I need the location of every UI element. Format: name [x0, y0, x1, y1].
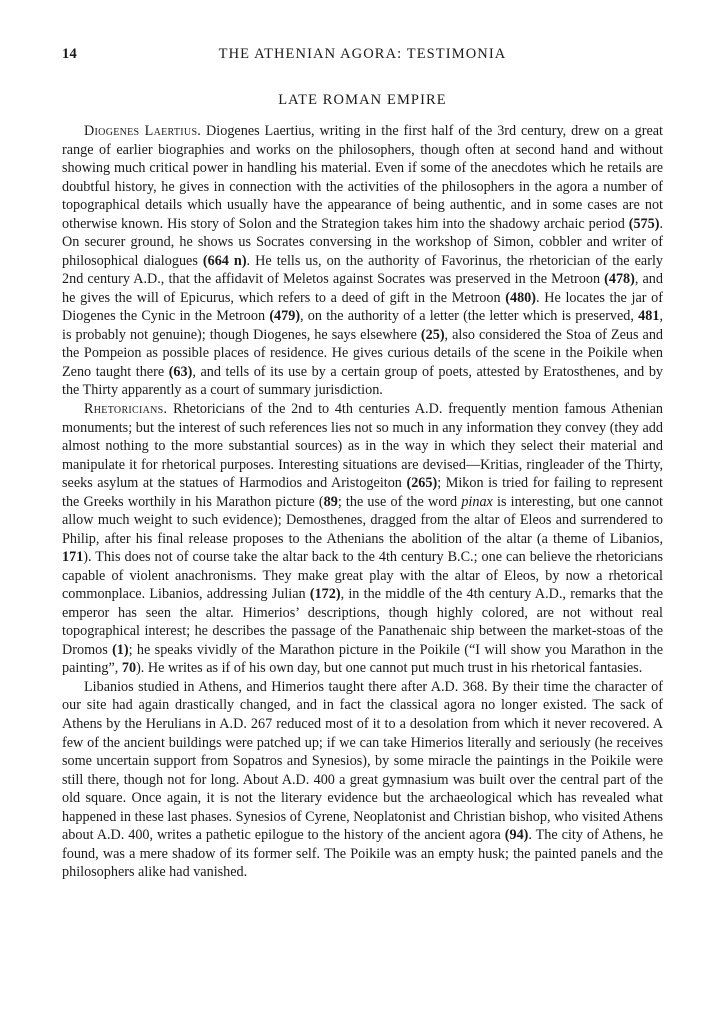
paragraph-lead-in: Diogenes Laertius. — [84, 123, 202, 139]
paragraph-text: Libanios studied in Athens, and Himerios taught there after A.D. 368. By their time the character of our site had again drastically changed, and in fact the classical agora no longer existed. The sack of Athens by the Herulians in A.D. 267 reduced most of it to a desolation from which it never recovered. A few of the ancient buildings were patched up; if we can take Himerios literally and seriously (he receives some uncertain support from Sopatros and Synesios), by some miracle the paintings in the Poikile were still there, though not for long. About A.D. 400 a great gymnasium was built over the central part of the old square. Once again, it is not the literary evidence but the archaeological which has revealed what happened in these last phases. Synesios of Cyrene, Neoplatonist and Christian bishop, who visited Athens about A.D. 400, writes a pathetic epilogue to the history of the ancient agora (94). The city of Athens, he found, was a mere shadow of its former self. The Poikile was an empty husk; the painted panels and the philosophers alike had vanished. — [62, 678, 663, 881]
paragraph-libanios — [62, 678, 663, 882]
running-head: THE ATHENIAN AGORA: TESTIMONIA — [218, 46, 507, 62]
paragraph-lead-in: Rhetoricians. — [84, 400, 168, 417]
paragraph-text: Rhetoricians of the 2nd to 4th centuries A.D. frequently mention famous Athenian monuments; but the interest of such references lies not so much in any information they convey (they add almost nothing to the more substantial sources) as in the way in which they select their material and manipulate it for rhetorical purposes. Interesting situations are devised—Kritias, ringleader of the Thirty, seeks asylum at the statues of Harmodios and Aristogeiton (265); Mikon is tried for failing to represent the Greeks worthily in his Marathon picture (89; the use of the word pinax is interesting, but one cannot allow much weight to such evidence); Demosthenes, dragged from the altar of Eleos and surrendered to Philip, after his final release proposes to the Athenians the abolition of the altar (a theme of Libanios, 171). This does not of course take the altar back to the 4th century B.C.; one can believe the rhetoricians capable of violent anachronisms. They make great play with the altar of Eleos, by now a rhetorical commonplace. Libanios, addressing Julian (172), in the middle of the 4th century A.D., remarks that the emperor has seen the altar. Himerios’ descriptions, though highly colored, are not without real topographical interest; he describes the passage of the Panathenaic ship between the market-stoas of the Dromos (1); he speaks vividly of the Marathon picture in the Poikile (“I will show you Marathon in the painting”, 70). He writes as if of his own day, but one cannot put much trust in his rhetorical fantasies. — [62, 400, 664, 677]
page-header — [62, 46, 663, 66]
paragraph-text: Diogenes Laertius, writing in the first half of the 3rd century, drew on a great range of earlier biographies and works on the philosophers, though often at second hand and without showing much critical power in handling his material. Even if some of the anecdotes which he retails are doubtful history, he gives in connection with the activities of the philosophers in the agora a number of topographical details which usually have the appearance of being authentic, and in some cases are not otherwise known. His story of Solon and the Strategion takes him into the shadowy archaic period (575). On securer ground, he shows us Socrates conversing in the workshop of Simon, cobbler and writer of philosophical dialogues (664 n). He tells us, on the authority of Favorinus, the rhetorician of the early 2nd century A.D., that the affidavit of Meletos against Socrates was preserved in the Metroon (478), and he gives the will of Epicurus, which refers to a deed of gift in the Metroon (480). He locates the jar of Diogenes the Cynic in the Metroon (479), on the authority of a letter (the letter which is preserved, 481, is probably not genuine); though Diogenes, he says elsewhere (25), also considered the Stoa of Zeus and the Pompeion as possible places of residence. He gives curious details of the scene in the Poikile when Zeno taught there (63), and tells of its use by a certain group of poets, attested by Eratosthenes, and by the Thirty apparently as a court of summary jurisdiction. — [62, 123, 664, 399]
paragraph-rhetoricians — [62, 400, 663, 678]
section-title: LATE ROMAN EMPIRE — [278, 92, 447, 108]
paragraph-diogenes-laertius — [62, 122, 663, 400]
page-number: 14 — [62, 46, 77, 62]
